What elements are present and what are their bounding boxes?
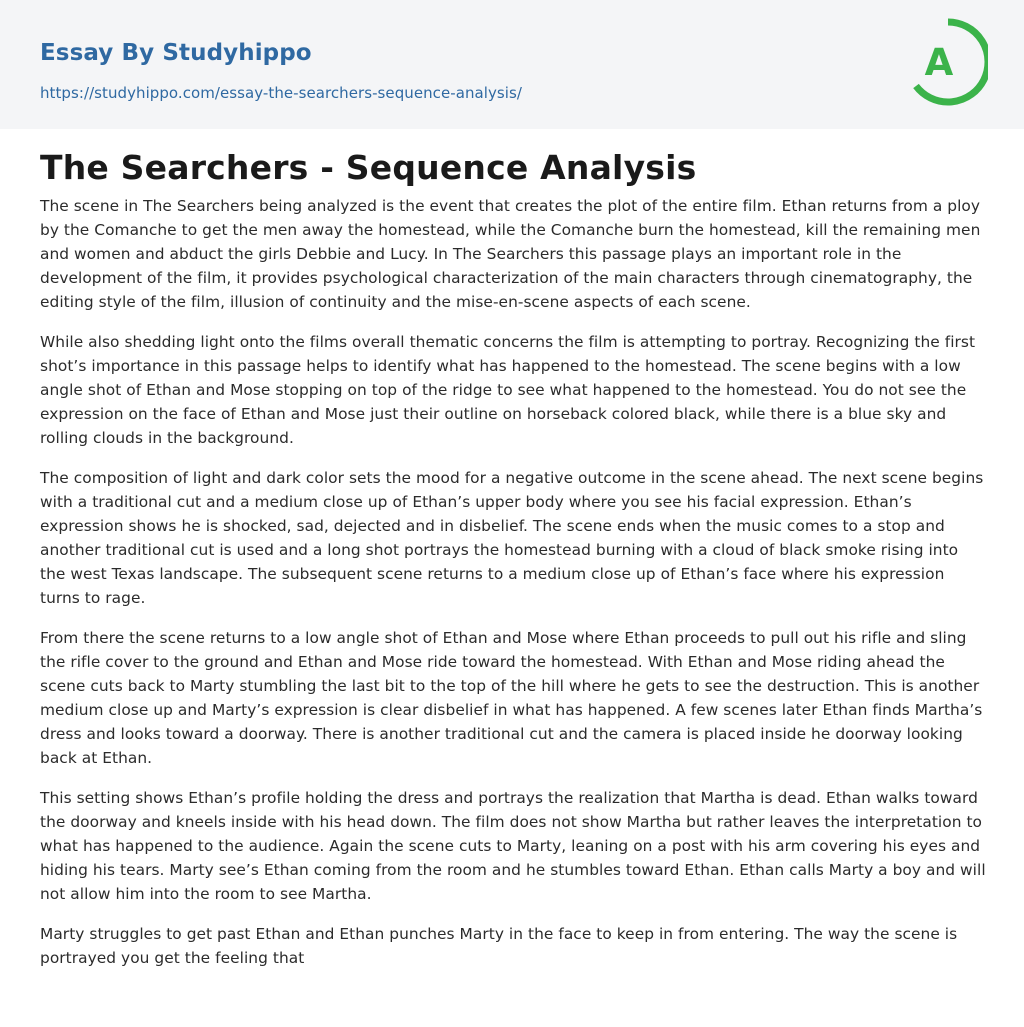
essay-paragraph: While also shedding light onto the films overall thematic concerns the film is attempting to portray. Recognizing the first shot’s importance in this passage helps to identify what has happened to the homestead. The scene begins with a low angle shot of Ethan and Mose stopping on top of the ridge to see what happened to the homestead. You do not see the expression on the face of Ethan and Mose just their outline on horseback colored black, while there is a blue sky and rolling clouds in the background. — [40, 333, 976, 447]
site-brand[interactable]: Essay By Studyhippo — [40, 40, 312, 66]
essay-url-link[interactable]: https://studyhippo.com/essay-the-searchers-sequence-analysis/ — [40, 84, 522, 102]
essay-content — [40, 129, 986, 986]
logo-letter: A — [924, 41, 954, 84]
essay-title: The Searchers - Sequence Analysis — [40, 148, 697, 187]
essay-paragraph: The scene in The Searchers being analyzed is the event that creates the plot of the entire film. Ethan returns from a ploy by the Comanche to get the men away the homestead, while the Comanche burn the homestead, kill the remaining men and women and abduct the girls Debbie and Lucy. In The Searchers this passage plays an important role in the development of the film, it provides psychological characterization of the main characters through cinematography, the editing style of the film, illusion of continuity and the mise-en-scene aspects of each scene. — [40, 197, 981, 311]
essay-paragraph: From there the scene returns to a low angle shot of Ethan and Mose where Ethan proceeds to pull out his rifle and sling the rifle cover to the ground and Ethan and Mose ride toward the homestead. With Ethan and Mose riding ahead the scene cuts back to Marty stumbling the last bit to the top of the hill where he gets to see the destruction. This is another medium close up and Marty’s expression is clear disbelief in what has happened. A few scenes later Ethan finds Martha’s dress and looks toward a doorway. There is another traditional cut and the camera is placed inside he doorway looking back at Ethan. — [40, 629, 983, 767]
site-header — [0, 0, 1024, 129]
essay-paragraph: This setting shows Ethan’s profile holding the dress and portrays the realization that Martha is dead. Ethan walks toward the doorway and kneels inside with his head down. The film does not show Martha but rather leaves the interpretation to what has happened to the audience. Again the scene cuts to Marty, leaning on a post with his arm covering his eyes and hiding his tears. Marty see’s Ethan coming from the room and he stumbles toward Ethan. Ethan calls Marty a boy and will not allow him into the room to see Martha. — [40, 789, 986, 903]
essay-paragraph: The composition of light and dark color sets the mood for a negative outcome in the scene ahead. The next scene begins with a traditional cut and a medium close up of Ethan’s upper body where you see his facial expression. Ethan’s expression shows he is shocked, sad, dejected and in disbelief. The scene ends when the music comes to a stop and another traditional cut is used and a long shot portrays the homestead burning with a cloud of black smoke rising into the west Texas landscape. The subsequent scene returns to a medium close up of Ethan’s face where his expression turns to rage. — [40, 469, 984, 607]
studyhippo-logo-icon[interactable] — [908, 18, 988, 106]
essay-paragraph: Marty struggles to get past Ethan and Ethan punches Marty in the face to keep in from entering. The way the scene is portrayed you get the feeling that — [40, 925, 958, 967]
